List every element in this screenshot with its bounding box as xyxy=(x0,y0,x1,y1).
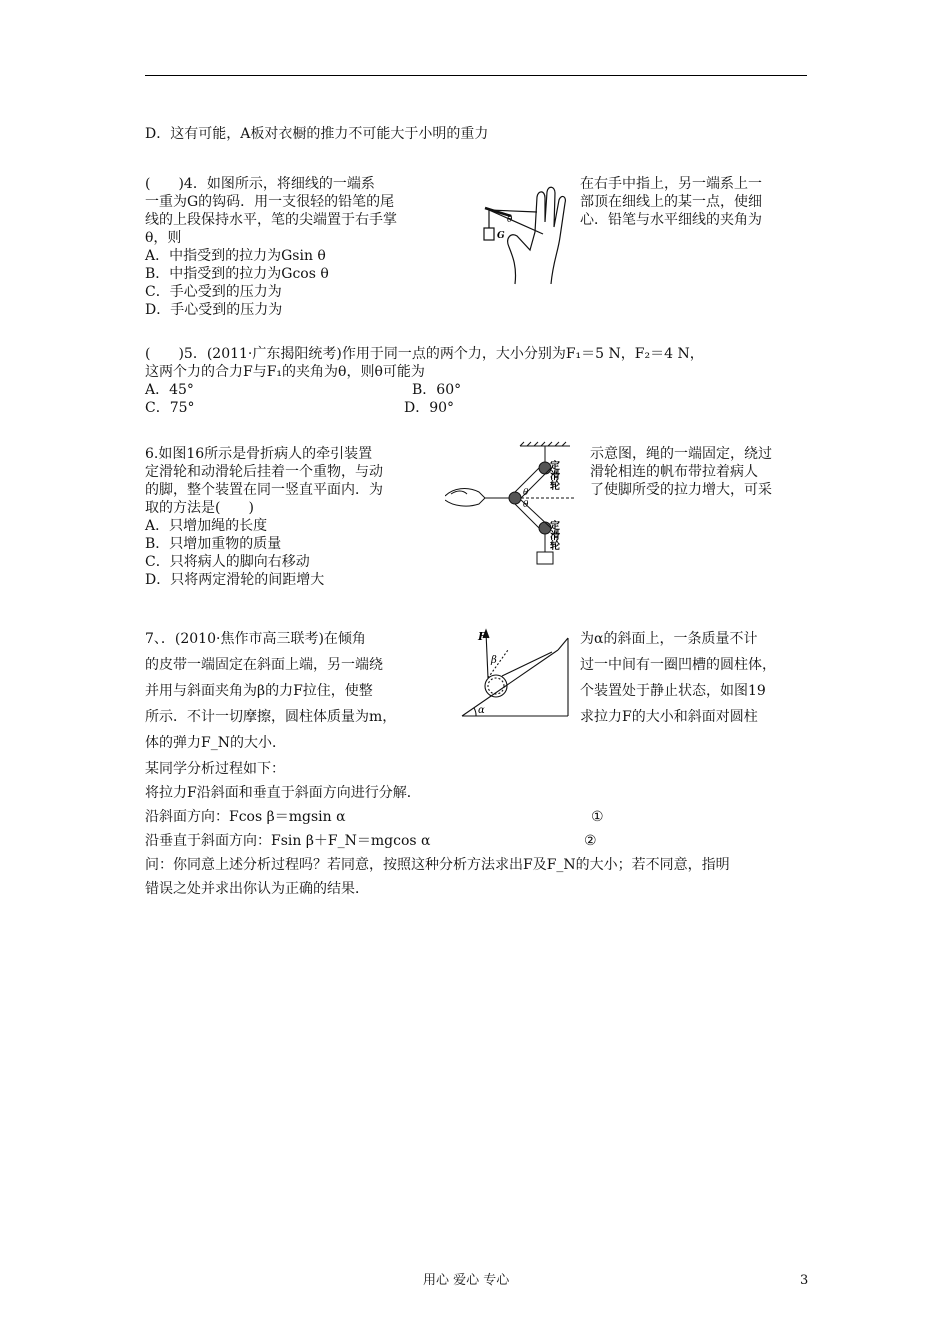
q7-text-right-1: 为α的斜面上，一条质量不计 xyxy=(580,631,758,647)
q3-option-d: D．这有可能，A板对衣橱的推力不可能大于小明的重力 xyxy=(145,126,489,142)
q6-option-a: A．只增加绳的长度 xyxy=(145,518,268,534)
page-number: 3 xyxy=(800,1273,809,1288)
q7-force-label: F xyxy=(478,630,486,643)
q7-eq2-number: ② xyxy=(584,833,597,849)
q4-text-right-3: 心．铅笔与水平细线的夹角为 xyxy=(580,212,762,228)
q6-traction-figure xyxy=(445,440,585,570)
q7-analysis-intro: 某同学分析过程如下： xyxy=(145,761,285,777)
q7-text-right-2: 过一中间有一圈凹槽的圆柱体， xyxy=(580,657,776,673)
q7-eq2: 沿垂直于斜面方向：Fsin β＋F_N＝mgcos α xyxy=(145,833,431,849)
q7-text-right-4: 求拉力F的大小和斜面对圆柱 xyxy=(580,709,758,725)
q7-decompose: 将拉力F沿斜面和垂直于斜面方向进行分解． xyxy=(145,785,421,801)
q7-question-line-1: 问：你同意上述分析过程吗？若同意，按照这种分析方法求出F及F_N的大小；若不同意，指明 xyxy=(145,857,730,873)
q6-fixed-pulley-label-bottom: 定滑轮 xyxy=(547,520,559,550)
q7-text-line-4: 所示．不计一切摩擦，圆柱体质量为m， xyxy=(145,709,397,725)
q4-option-d: D．手心受到的压力为 xyxy=(145,302,283,318)
q6-text-line-4: 取的方法是( ) xyxy=(145,500,254,516)
q6-option-c: C．只将病人的脚向右移动 xyxy=(145,554,310,570)
q6-fixed-pulley-label-top: 定滑轮 xyxy=(547,460,559,490)
q7-text-right-3: 个装置处于静止状态，如图19 xyxy=(580,683,766,699)
q6-text-right-3: 了使脚所受的拉力增大，可采 xyxy=(590,482,772,498)
q6-text-line-2: 定滑轮和动滑轮后挂着一个重物，与动 xyxy=(145,464,383,480)
q6-theta-upper: θ xyxy=(523,488,529,498)
q4-text-line-2: 一重为G的钩码．用一支很轻的铅笔的尾 xyxy=(145,194,395,210)
q5-option-d: D．90° xyxy=(404,400,455,416)
q7-eq1: 沿斜面方向：Fcos β＝mgsin α xyxy=(145,809,346,825)
footer-slogan: 用心 爱心 专心 xyxy=(423,1273,510,1288)
q6-text-line-1: 6.如图16所示是骨折病人的牵引装置 xyxy=(145,446,373,462)
q6-text-right-1: 示意图，绳的一端固定，绕过 xyxy=(590,446,772,462)
q7-beta-label: β xyxy=(491,655,497,666)
q4-text-right-2: 部顶在细线上的某一点，使细 xyxy=(580,194,762,210)
q4-option-c: C．手心受到的压力为 xyxy=(145,284,282,300)
header-rule xyxy=(145,75,807,76)
q6-option-b: B．只增加重物的质量 xyxy=(145,536,282,552)
q7-question-line-2: 错误之处并求出你认为正确的结果． xyxy=(145,881,369,897)
q5-text-line-1: ( )5．(2011·广东揭阳统考)作用于同一点的两个力，大小分别为F₁＝5 N，F₂＝4 N， xyxy=(145,346,704,362)
q4-hand-figure xyxy=(475,172,570,287)
q5-text-line-2: 这两个力的合力F与F₁的夹角为θ，则θ可能为 xyxy=(145,364,425,380)
q7-text-line-3: 并用与斜面夹角为β的力F拉住，使整 xyxy=(145,683,373,699)
q6-text-line-3: 的脚，整个装置在同一竖直平面内．为 xyxy=(145,482,383,498)
q6-text-right-2: 滑轮相连的帆布带拉着病人 xyxy=(590,464,758,480)
q4-text-right-1: 在右手中指上，另一端系上一 xyxy=(580,176,762,192)
q4-option-b: B．中指受到的拉力为Gcos θ xyxy=(145,266,329,282)
q5-option-c: C．75° xyxy=(145,400,195,416)
q7-text-line-1: 7、．(2010·焦作市高三联考)在倾角 xyxy=(145,631,366,647)
q5-option-a: A．45° xyxy=(145,382,194,398)
q6-theta-lower: θ xyxy=(523,500,529,510)
q7-incline-figure xyxy=(458,628,573,720)
q5-option-b: B．60° xyxy=(412,382,462,398)
q7-text-line-2: 的皮带一端固定在斜面上端，另一端绕 xyxy=(145,657,383,673)
q4-text-line-3: 线的上段保持水平，笔的尖端置于右手掌 xyxy=(145,212,397,228)
q4-option-a: A．中指受到的拉力为Gsin θ xyxy=(145,248,326,264)
q4-weight-label: G xyxy=(497,231,505,241)
q4-theta-label: θ xyxy=(507,215,513,225)
q7-text-line-5: 体的弹力F_N的大小． xyxy=(145,735,286,751)
q4-text-line-1: ( )4．如图所示，将细线的一端系 xyxy=(145,176,375,192)
q7-eq1-number: ① xyxy=(591,809,604,825)
q6-option-d: D．只将两定滑轮的间距增大 xyxy=(145,572,325,588)
q4-text-line-4: θ，则 xyxy=(145,230,182,246)
q7-alpha-label: α xyxy=(478,705,485,716)
